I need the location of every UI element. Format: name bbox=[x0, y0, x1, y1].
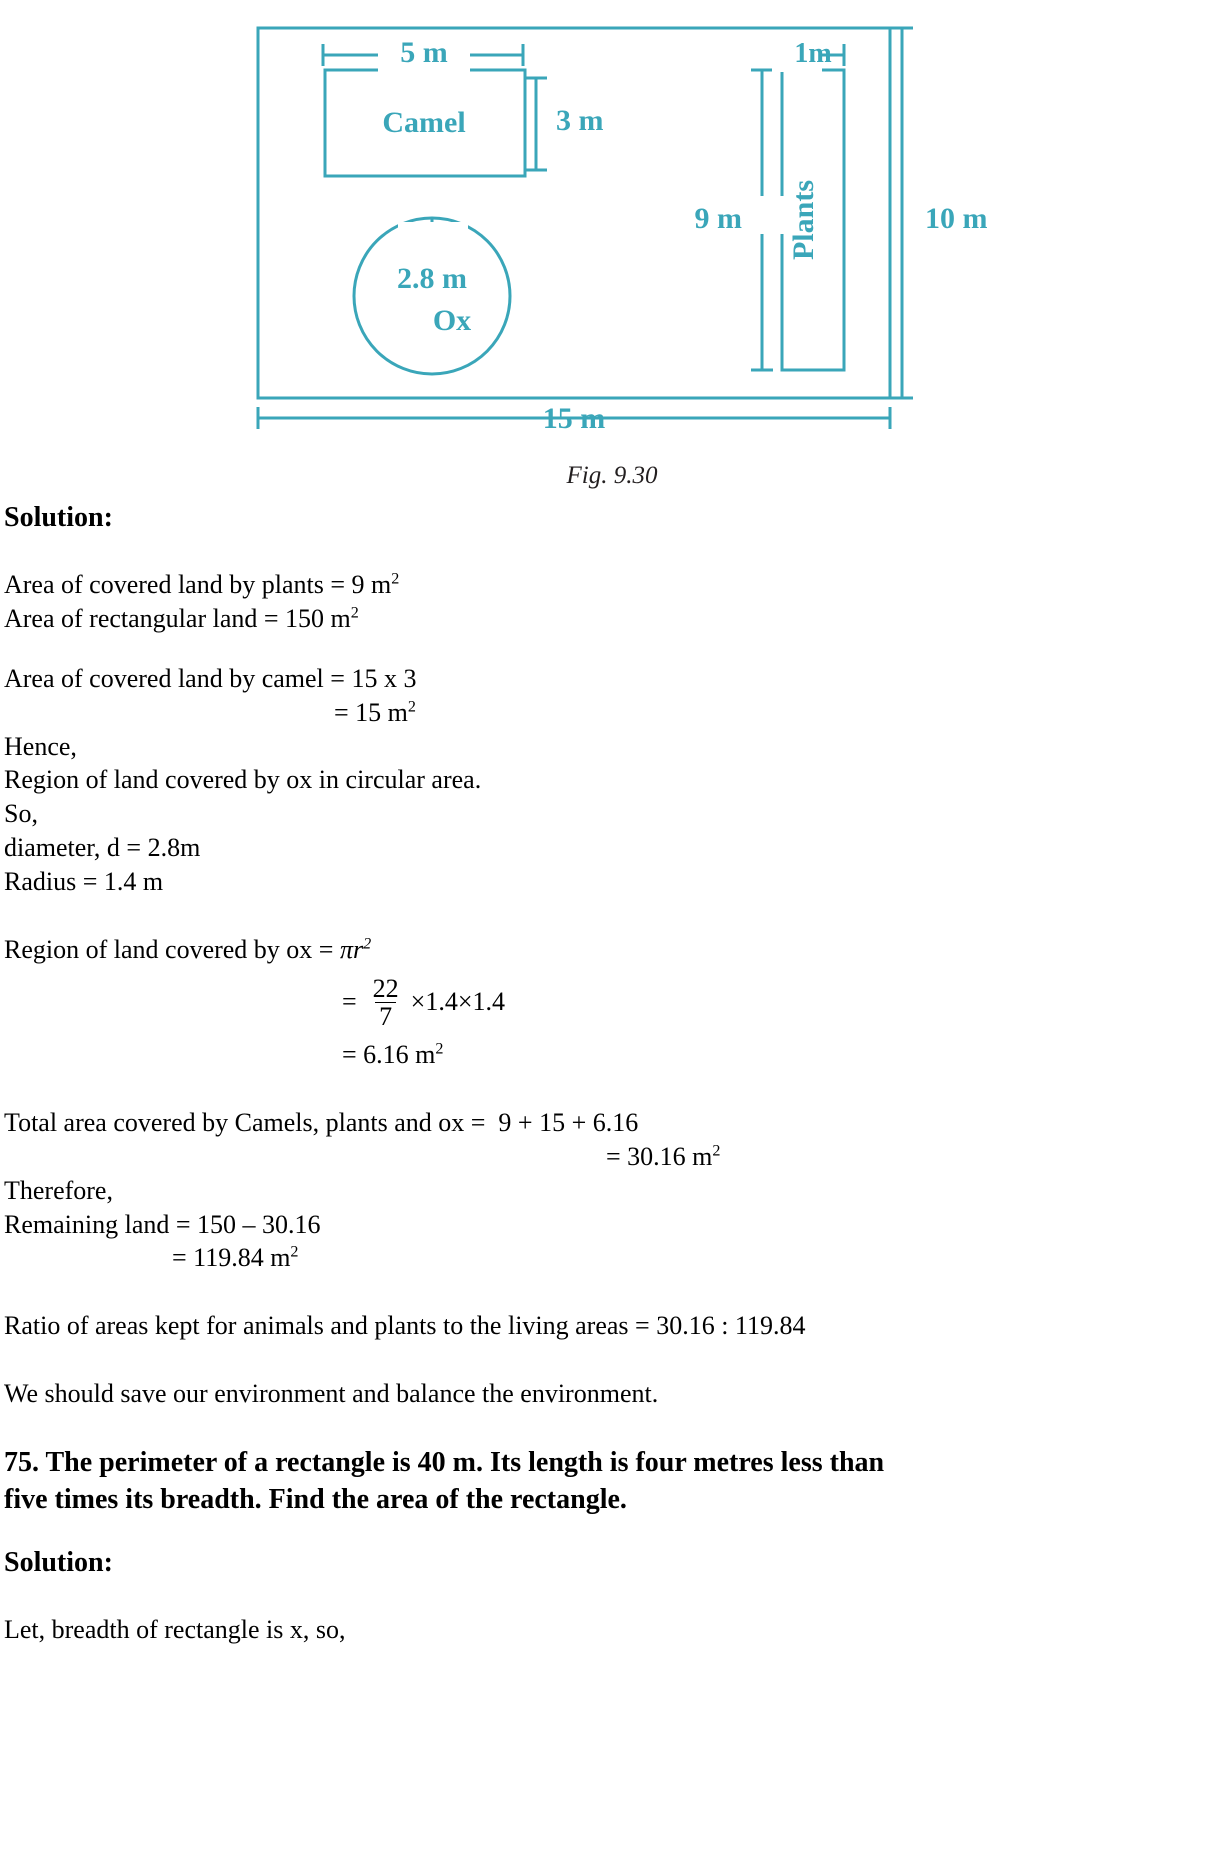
label-3m: 3 m bbox=[556, 104, 604, 137]
document-body bbox=[0, 500, 1224, 1647]
line-camel-area-result: = 15 $m^2$ bbox=[334, 697, 416, 727]
fraction-denominator: 7 bbox=[375, 1002, 396, 1030]
line-remaining-land: Remaining land = 150 – 30.16 bbox=[4, 1209, 321, 1239]
label-plants: Plants bbox=[787, 179, 820, 261]
fraction-22-over-7 bbox=[369, 975, 403, 1031]
line-therefore: Therefore, bbox=[4, 1175, 113, 1205]
line-let-breadth: Let, breadth of rectangle is x, so, bbox=[4, 1615, 346, 1645]
question-75-line1: 75. The perimeter of a rectangle is 40 m. Its length is four metres less than bbox=[4, 1446, 885, 1478]
label-camel: Camel bbox=[382, 106, 466, 139]
figure-svg bbox=[0, 0, 1224, 460]
line-environment: We should save our environment and balance the environment. bbox=[4, 1378, 659, 1408]
solution-heading-1: Solution: bbox=[4, 502, 113, 533]
line-ox-result: = 6.16 $m^2$ bbox=[342, 1040, 444, 1070]
line-radius: Radius = 1.4 m bbox=[4, 866, 164, 896]
label-10m: 10 m bbox=[925, 202, 988, 235]
line-ratio: Ratio of areas kept for animals and plants to the living areas = 30.16 : 119.84 bbox=[4, 1311, 806, 1341]
line-total-area-result: = 30.16 $m^2$ bbox=[606, 1141, 721, 1171]
fraction-numerator: 22 bbox=[372, 973, 399, 1003]
line-remaining-land-result: = 119.84 $m^2$ bbox=[172, 1243, 299, 1273]
label-2-8m: 2.8 m bbox=[397, 262, 467, 295]
label-1m: 1m bbox=[794, 38, 832, 69]
label-5m: 5 m bbox=[400, 36, 448, 69]
label-15m: 15 m bbox=[542, 402, 606, 435]
figure-caption: Fig. 9.30 bbox=[566, 462, 658, 489]
line-diameter: diameter, d = 2.8m bbox=[4, 832, 201, 862]
line-total-area: Total area covered by Camels, plants and ox = 9 + 15 + 6.16 bbox=[4, 1108, 639, 1138]
line-rect-area: Area of rectangular land = 150 $m^2$ bbox=[4, 604, 359, 634]
question-75-line2: five times its breadth. Find the area of the rectangle. bbox=[4, 1483, 627, 1515]
line-ox-fraction bbox=[4, 966, 1220, 1038]
line-plants-area: Area of covered land by plants = 9 $m^2$ bbox=[4, 570, 400, 600]
figure-9-30 bbox=[0, 0, 1224, 500]
label-ox: Ox bbox=[432, 304, 472, 337]
pi-r-squared: $\pi r^2$ bbox=[339, 934, 372, 964]
fraction-tail: ×1.4×1.4 bbox=[410, 987, 505, 1017]
line-ox-region: Region of land covered by ox in circular area. bbox=[4, 765, 482, 795]
label-9m: 9 m bbox=[694, 202, 742, 235]
equals-sign: = bbox=[342, 987, 357, 1017]
line-camel-area: Area of covered land by camel = 15 x 3 bbox=[4, 663, 417, 693]
line-hence: Hence, bbox=[4, 731, 77, 761]
line-ox-formula: Region of land covered by ox = $\pi r^2$ bbox=[4, 934, 372, 964]
solution-heading-2: Solution: bbox=[4, 1546, 113, 1578]
line-so: So, bbox=[4, 799, 38, 829]
